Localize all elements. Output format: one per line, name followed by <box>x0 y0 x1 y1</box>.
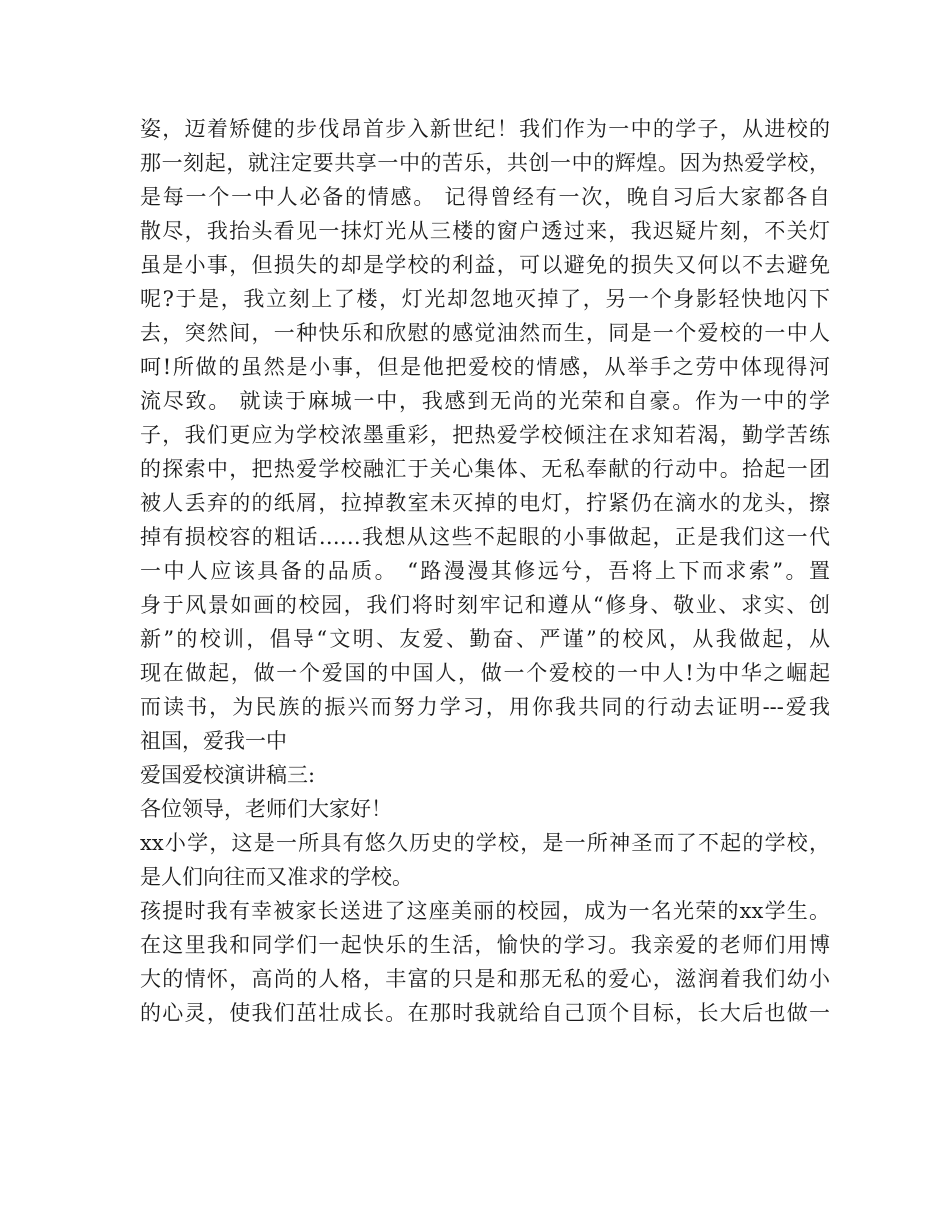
text-line: 流尽致。 就读于麻城一中，我感到无尚的光荣和自豪。作为一中的学 <box>140 389 830 413</box>
text-line: 虽是小事，但损失的却是学校的利益，可以避免的损失又何以不去避免 <box>140 253 830 277</box>
text-line: 身于风景如画的校园，我们将时刻牢记和遵从“修身、敬业、求实、创 <box>140 593 830 617</box>
text-line: 大的情怀，高尚的人格，丰富的只是和那无私的爱心，滋润着我们幼小 <box>140 967 830 991</box>
text-line: 孩提时我有幸被家长送进了这座美丽的校园，成为一名光荣的xx学生。 <box>140 899 830 923</box>
text-line: 而读书，为民族的振兴而努力学习，用你我共同的行动去证明---爱我 <box>140 695 830 719</box>
text-line: 是人们向往而又准求的学校。 <box>140 865 413 889</box>
text-line: 的探索中，把热爱学校融汇于关心集体、无私奉献的行动中。拾起一团 <box>140 457 830 481</box>
text-line: 子，我们更应为学校浓墨重彩，把热爱学校倾注在求知若渴，勤学苦练 <box>140 423 830 447</box>
text-line: 姿，迈着矫健的步伐昂首步入新世纪！我们作为一中的学子，从进校的 <box>140 117 830 141</box>
text-line: 呢?于是，我立刻上了楼，灯光却忽地灭掉了，另一个身影轻快地闪下 <box>140 287 830 311</box>
text-line: 被人丢弃的的纸屑，拉掉教室未灭掉的电灯，拧紧仍在滴水的龙头，擦 <box>140 491 830 515</box>
body-text <box>140 112 830 1030</box>
greeting-line: 各位领导，老师们大家好！ <box>140 797 392 821</box>
text-line: 祖国，爱我一中 <box>140 729 287 753</box>
text-line: 去，突然间，一种快乐和欣慰的感觉油然而生，同是一个爱校的一中人 <box>140 321 830 345</box>
text-line: 现在做起，做一个爱国的中国人，做一个爱校的一中人!为中华之崛起 <box>140 661 830 685</box>
text-line: 新”的校训，倡导“文明、友爱、勤奋、严谨”的校风，从我做起，从 <box>140 627 830 651</box>
text-line: 掉有损校容的粗话……我想从这些不起眼的小事做起，正是我们这一代 <box>140 525 830 549</box>
text-line: 在这里我和同学们一起快乐的生活，愉快的学习。我亲爱的老师们用博 <box>140 933 830 957</box>
text-line: 散尽，我抬头看见一抹灯光从三楼的窗户透过来，我迟疑片刻，不关灯 <box>140 219 830 243</box>
text-line: 是每一个一中人必备的情感。 记得曾经有一次，晚自习后大家都各自 <box>140 185 830 209</box>
text-line: xx小学，这是一所具有悠久历史的学校，是一所神圣而了不起的学校， <box>140 831 830 855</box>
text-line: 那一刻起，就注定要共享一中的苦乐，共创一中的辉煌。因为热爱学校， <box>140 151 830 175</box>
text-line: 的心灵，使我们茁壮成长。在那时我就给自己顶个目标，长大后也做一 <box>140 1001 830 1025</box>
text-line: 呵!所做的虽然是小事，但是他把爱校的情感，从举手之劳中体现得河 <box>140 355 830 379</box>
section-heading: 爱国爱校演讲稿三: <box>140 763 316 787</box>
text-line: 一中人应该具备的品质。 “路漫漫其修远兮，吾将上下而求索”。置 <box>140 559 830 583</box>
